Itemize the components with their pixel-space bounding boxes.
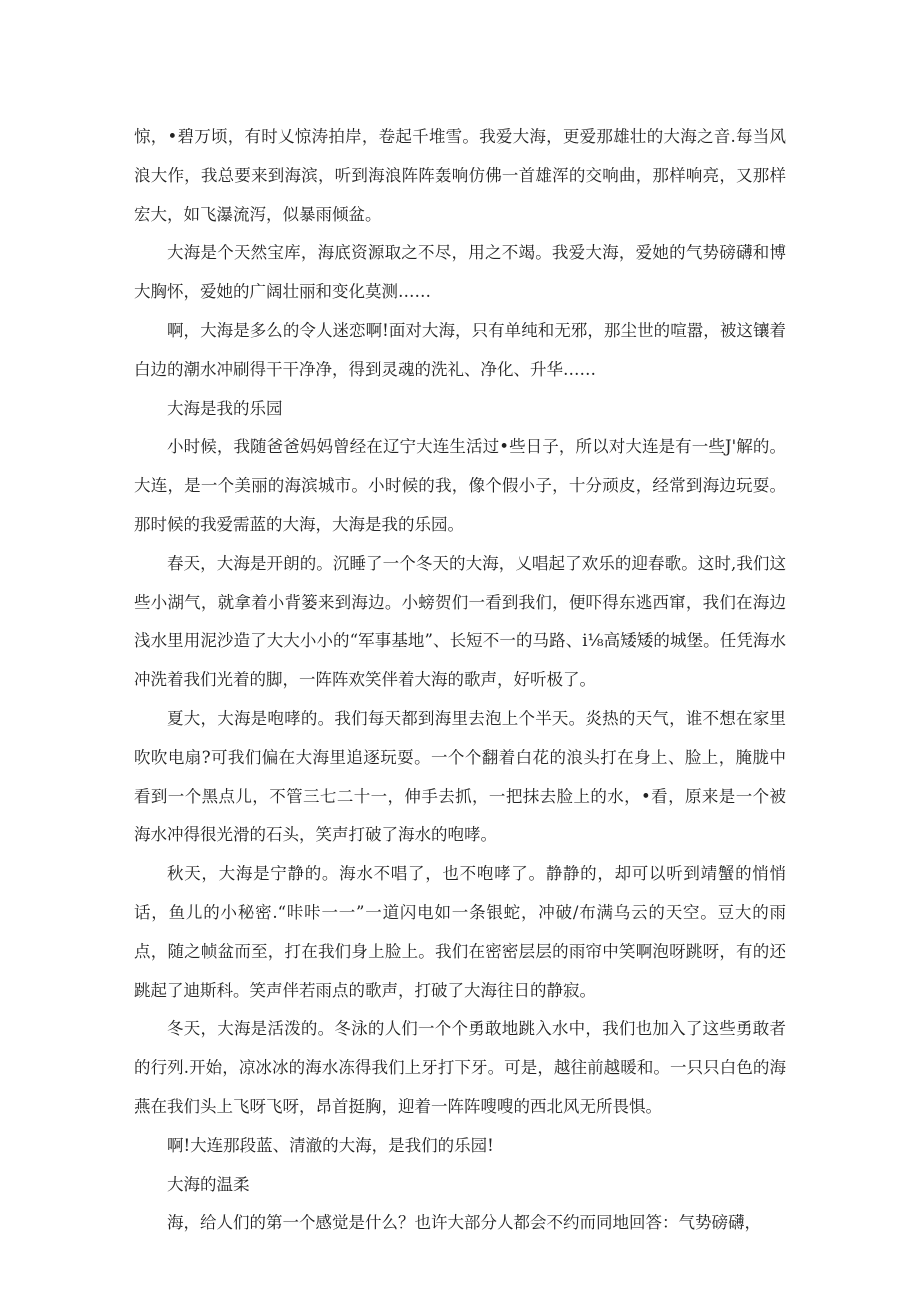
paragraph-exclamation: 啊!大连那段蓝、清澈的大海，是我们的乐园! bbox=[167, 1135, 494, 1155]
document-page bbox=[134, 118, 786, 1243]
paragraph-summer: 夏大，大海是咆哮的。我们每天都到海里去泡上个半天。炎热的天气，谁不想在家里吹吹电扇?可我们偏在大海里追逐玩耍。一个个翻着白花的浪头打在身上、脸上，腌胧中看到一个黑点儿，不管三七二十一，伸手去抓，一把抹去脸上的水，•看，原来是一个被海水冲得很光滑的石头，笑声打破了海水的咆哮。 bbox=[134, 708, 786, 845]
paragraph-1: 惊，•碧万顷，有时乂惊涛拍岸，卷起千堆雪。我爱大海，更爱那雄壮的大海之音.每当风浪大作，我总要来到海滨，听到海浪阵阵轰响仿佛一首雄浑的交响曲，那样响亮，又那样宏大，如飞瀑流泻，似暴雨倾盆。 bbox=[134, 127, 786, 224]
paragraph-last: 海，给人们的第一个感觉是什么？也许大部分人都会不约而同地回答：气势磅礴， bbox=[167, 1213, 761, 1233]
section-heading-playground: 大海是我的乐园 bbox=[167, 398, 283, 418]
paragraph-autumn: 秋天，大海是宁静的。海水不唱了，也不咆哮了。静静的，却可以听到靖蟹的悄悄话，鱼儿的小秘密.“咔咔一一”一道闪电如一条银蛇，冲破/布满乌云的天空。豆大的雨点，随之帧盆而至，打在我们身上脸上。我们在密密层层的雨帘中笑啊泡呀跳呀，有的还跳起了迪斯科。笑声伴若雨点的歌声，打破了大海往日的静寂。 bbox=[134, 864, 786, 1000]
paragraph-4: 小时候，我随爸爸妈妈曾经在辽宁大连生活过•些日子，所以对大连是有一些J'解的。大连，是一个美丽的海滨城市。小时候的我，像个假小子，十分顽皮，经常到海边玩耍。那时候的我爱需蓝的大海，大海是我的乐园。 bbox=[134, 437, 786, 534]
paragraph-2: 大海是个天然宝库，海底资源取之不尽，用之不竭。我爱大海，爱她的气势磅礴和博大胸怀，爱她的广阔壮丽和变化莫测…… bbox=[134, 243, 786, 302]
section-heading-gentleness: 大海的温柔 bbox=[167, 1174, 250, 1194]
paragraph-spring: 春天，大海是开朗的。沉睡了一个冬天的大海，乂唱起了欢乐的迎春歌。这时,我们这些小湖气，就拿着小背篓来到海边。小螃贺们一看到我们，便吓得东逃西窜，我们在海边浅水里用泥沙造了大大小小的“军事基地”、长短不一的马路、i⅛高矮矮的城堡。任凭海水冲洗着我们光着的脚，一阵阵欢笑伴着大海的歌声，好听极了。 bbox=[134, 553, 786, 690]
paragraph-3: 啊，大海是多么的令人迷恋啊!面对大海，只有单纯和无邪，那尘世的喧嚣，被这镶着白边的潮水冲刷得干干净净，得到灵魂的洗礼、净化、升华…… bbox=[134, 320, 786, 379]
paragraph-winter: 冬天，大海是活泼的。冬泳的人们一个个勇敢地跳入水中，我们也加入了这些勇敢者的行列.开始，凉冰冰的海水冻得我们上牙打下牙。可是，越往前越暖和。一只只白色的海燕在我们头上飞呀飞呀，昂首挺胸，迎着一阵阵嗖嗖的西北风无所畏惧。 bbox=[134, 1019, 786, 1116]
